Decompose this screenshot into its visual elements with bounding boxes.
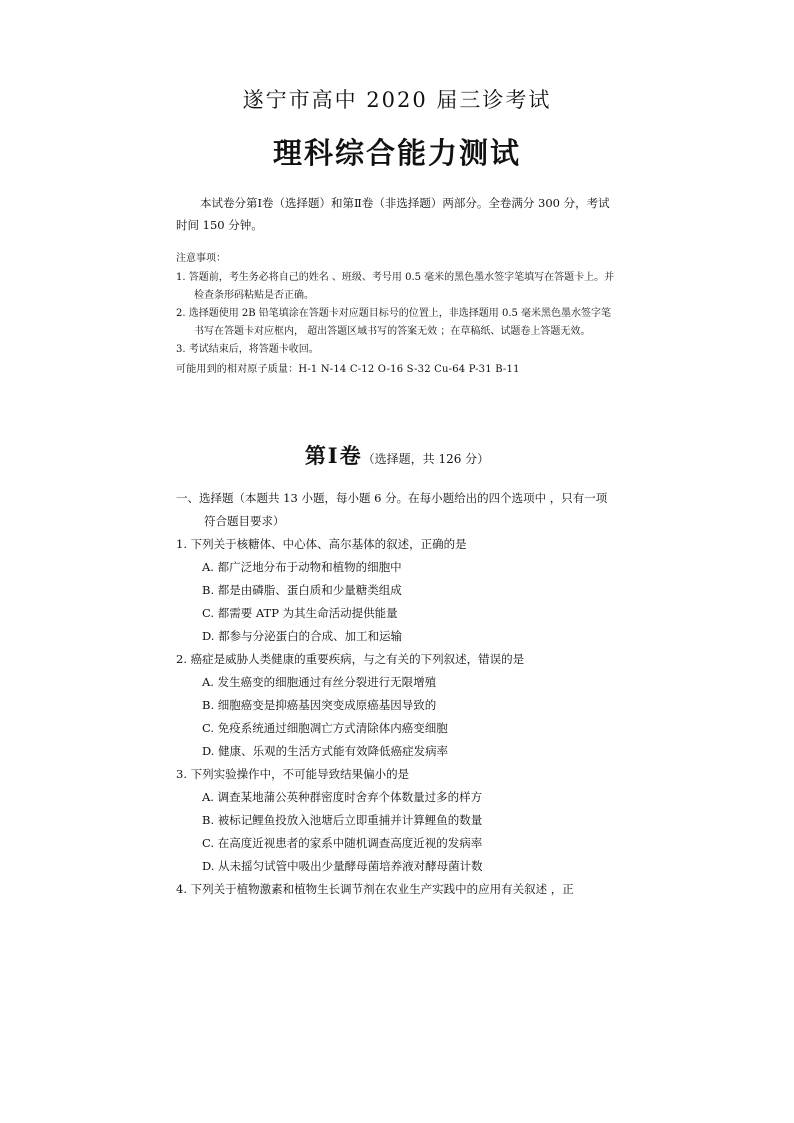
section-subtitle: （选择题，共 126 分）	[362, 452, 490, 466]
answer-option: A. 发生癌变的细胞通过有丝分裂进行无限增殖	[202, 675, 437, 689]
exam-title: 遂宁市高中 2020 届三诊考试	[242, 88, 552, 112]
answer-option: D. 都参与分泌蛋白的合成、加工和运输	[202, 629, 403, 643]
section-title: 第Ⅰ卷	[304, 443, 363, 468]
answer-option: B. 细胞癌变是抑癌基因突变成原癌基因导致的	[202, 698, 437, 712]
answer-option: C. 都需要 ATP 为其生命活动提供能量	[202, 606, 398, 620]
answer-option: D. 健康、乐观的生活方式能有效降低癌症发病率	[202, 744, 449, 758]
notes-heading: 注意事项：	[176, 253, 226, 264]
answer-option: C. 在高度近视患者的家系中随机调查高度近视的发病率	[202, 836, 483, 850]
answer-option: B. 都是由磷脂、蛋白质和少量糖类组成	[202, 583, 402, 597]
answer-option: C. 免疫系统通过细胞凋亡方式清除体内癌变细胞	[202, 721, 448, 735]
answer-option: A. 调查某地蒲公英种群密度时舍弃个体数量过多的样方	[202, 790, 483, 804]
answer-option: A. 都广泛地分布于动物和植物的细胞中	[202, 560, 402, 574]
questions-area	[176, 487, 616, 901]
atomic-masses: 可能用到的相对原子质量：H-1 N-14 C-12 O-16 S-32 Cu-64 P-31 B-11	[176, 364, 520, 375]
section-instructions: 一、选择题（本题共 13 小题，每小题 6 分。在每小题给出的四个选项中 ，只有一项符合题目要求）	[176, 491, 608, 528]
notes-block	[176, 250, 616, 379]
intro-paragraph: 本试卷分第Ⅰ卷（选择题）和第Ⅱ卷（非选择题）两部分。全卷满分 300 分，考试时间 150 分钟。	[176, 196, 610, 232]
question-stem: 3. 下列实验操作中，不可能导致结果偏小的是	[176, 767, 410, 781]
note-item: 1. 答题前，考生务必将自己的姓名 、班级、考号用 0.5 毫米的黑色墨水签字笔填写在答题卡上。并检查条形码粘贴是否正确。	[176, 272, 615, 301]
question-stem: 4. 下列关于植物激素和植物生长调节剂在农业生产实践中的应用有关叙述 ，正	[176, 882, 574, 896]
question-stem: 2. 癌症是威胁人类健康的重要疾病，与之有关的下列叙述，错误的是	[176, 652, 525, 666]
note-item: 3. 考试结束后，将答题卡收回。	[176, 344, 319, 355]
answer-option: B. 被标记鲤鱼投放入池塘后立即重捕并计算鲤鱼的数量	[202, 813, 483, 827]
section-heading	[0, 440, 794, 470]
answer-option: D. 从未摇匀试管中吸出少量酵母菌培养液对酵母菌计数	[202, 859, 483, 873]
note-item: 2. 选择题使用 2B 铅笔填涂在答题卡对应题目标号的位置上，非选择题用 0.5 毫米黑色墨水签字笔书写在答题卡对应框内， 超出答题区域书写的答案无效 ；在草稿纸、试题卷上答题无效。	[176, 308, 612, 337]
question-stem: 1. 下列关于核糖体、中心体、高尔基体的叙述，正确的是	[176, 537, 467, 551]
paper-title: 理科综合能力测试	[272, 136, 521, 170]
